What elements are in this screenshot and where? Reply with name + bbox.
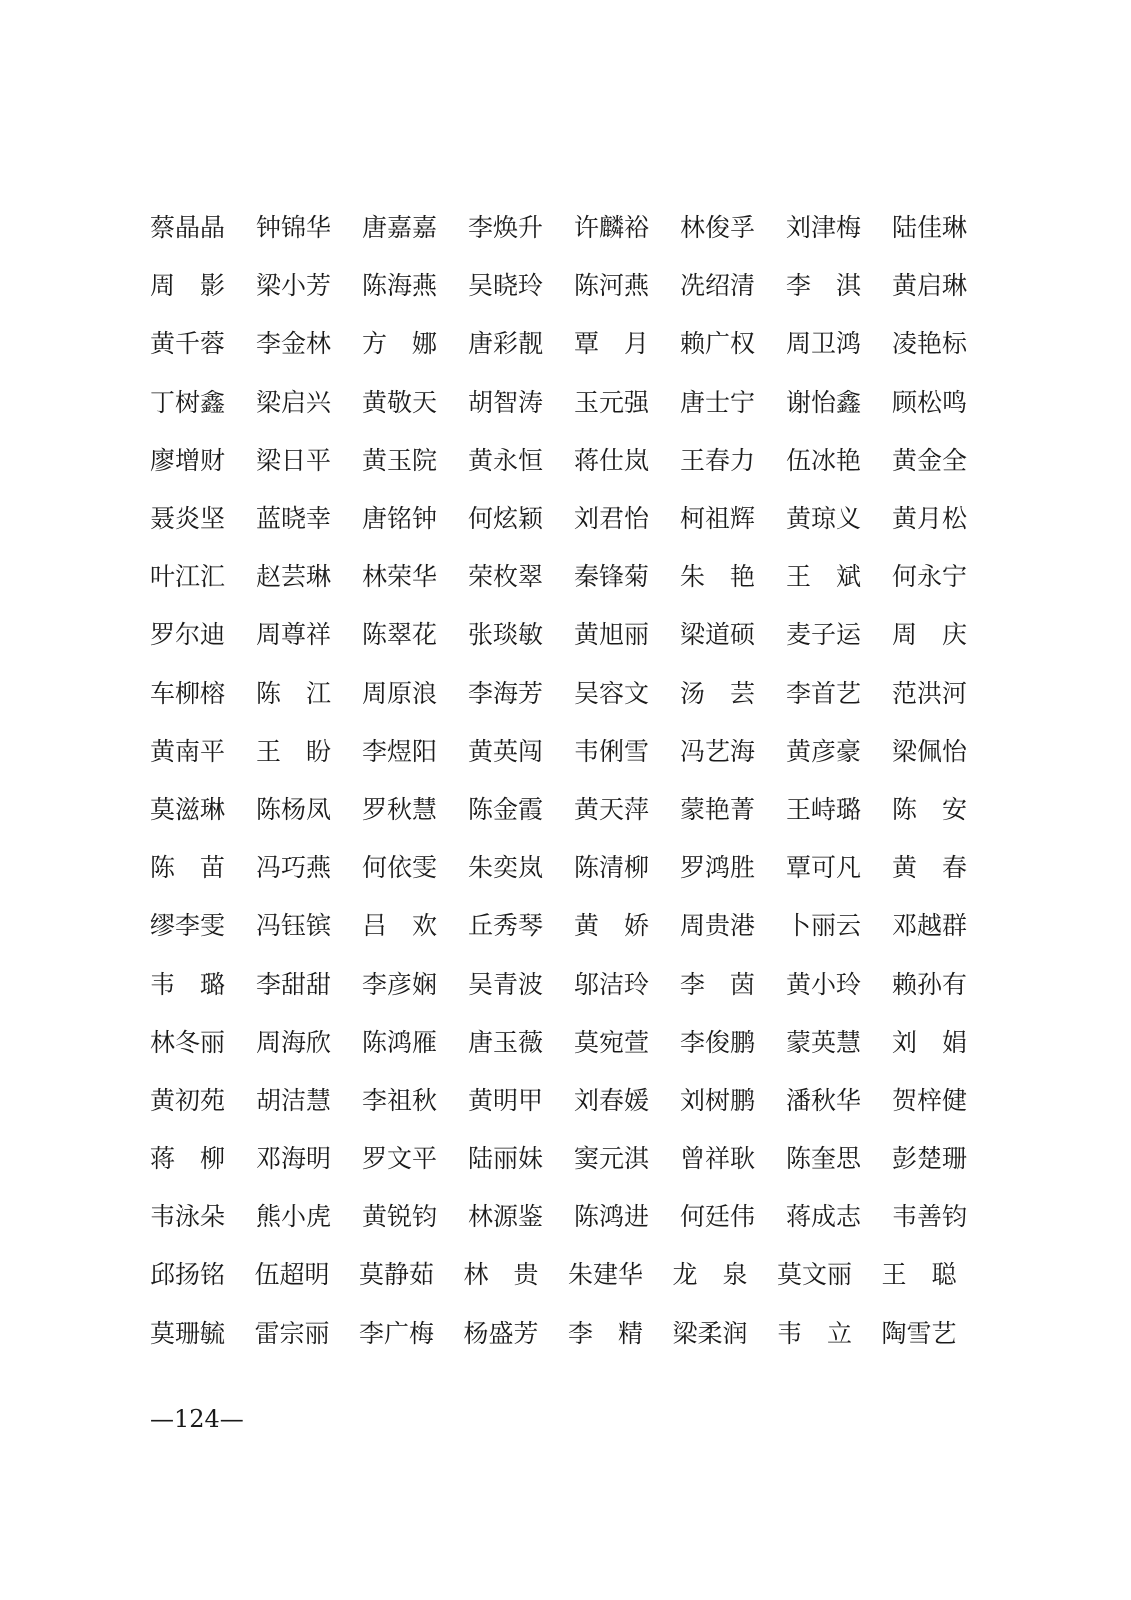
name-entry: 周海欣: [256, 1027, 332, 1057]
name-entry: 林冬丽: [150, 1027, 226, 1057]
name-entry: 陈金霞: [468, 794, 544, 824]
name-entry: 李甜甜: [256, 969, 332, 999]
name-entry: 唐玉薇: [468, 1027, 544, 1057]
name-entry: 韦泳朵: [150, 1202, 226, 1232]
name-entry: 陈海燕: [362, 271, 438, 301]
name-entry: 林荣华: [362, 562, 438, 592]
name-list: [150, 199, 980, 1363]
name-entry: 方 娜: [362, 329, 438, 359]
name-entry: 林俊孚: [680, 213, 756, 243]
name-entry: 陈翠花: [362, 620, 438, 650]
name-entry: 李焕升: [468, 213, 544, 243]
name-entry: 韦 璐: [150, 969, 226, 999]
name-entry: 冯钰镔: [256, 911, 332, 941]
name-entry: 陈鸿雁: [362, 1027, 438, 1057]
name-entry: 何依雯: [362, 853, 438, 883]
name-entry: 黄天萍: [574, 794, 650, 824]
name-entry: 梁启兴: [256, 387, 332, 417]
name-entry: 李彦娴: [362, 969, 438, 999]
name-entry: 冼绍清: [680, 271, 756, 301]
name-entry: 聂炎坚: [150, 504, 226, 534]
name-entry: 黄金全: [892, 445, 968, 475]
name-entry: 王春力: [680, 445, 756, 475]
name-entry: 胡智涛: [468, 387, 544, 417]
name-entry: 蓝晓幸: [256, 504, 332, 534]
name-entry: 陈 苗: [150, 853, 226, 883]
name-entry: 李海芳: [468, 678, 544, 708]
name-entry: 贺梓健: [892, 1085, 968, 1115]
name-entry: 刘树鹏: [680, 1085, 756, 1115]
name-entry: 王峙璐: [786, 794, 862, 824]
name-entry: 周 庆: [892, 620, 968, 650]
name-entry: 唐士宁: [680, 387, 756, 417]
name-row: [150, 374, 980, 432]
name-entry: 黄小玲: [786, 969, 862, 999]
name-entry: 钟锦华: [256, 213, 332, 243]
name-entry: 李 精: [568, 1318, 644, 1348]
name-entry: 蒙英慧: [786, 1027, 862, 1057]
name-entry: 李俊鹏: [680, 1027, 756, 1057]
name-entry: 唐嘉嘉: [362, 213, 438, 243]
name-entry: 林源鉴: [468, 1202, 544, 1232]
name-entry: 陆丽妹: [468, 1144, 544, 1174]
name-row: [150, 1246, 980, 1304]
name-entry: 梁佩怡: [892, 736, 968, 766]
name-entry: 周贵港: [680, 911, 756, 941]
name-entry: 王 斌: [786, 562, 862, 592]
name-entry: 冯巧燕: [256, 853, 332, 883]
name-entry: 黄 娇: [574, 911, 650, 941]
name-entry: 陆佳琳: [892, 213, 968, 243]
name-entry: 莫滋琳: [150, 794, 226, 824]
name-entry: 梁柔润: [672, 1318, 748, 1348]
name-entry: 唐彩靓: [468, 329, 544, 359]
name-row: [150, 490, 980, 548]
name-row: [150, 606, 980, 664]
name-entry: 顾松鸣: [892, 387, 968, 417]
name-row: [150, 1305, 980, 1363]
name-entry: 罗鸿胜: [680, 853, 756, 883]
name-entry: 丁树鑫: [150, 387, 226, 417]
name-entry: 伍超明: [254, 1260, 330, 1290]
name-entry: 李广梅: [359, 1318, 435, 1348]
name-entry: 何永宁: [892, 562, 968, 592]
name-row: [150, 839, 980, 897]
name-entry: 卜丽云: [786, 911, 862, 941]
name-entry: 雷宗丽: [254, 1318, 330, 1348]
page-number: —124—: [150, 1405, 244, 1433]
name-entry: 陈 安: [892, 794, 968, 824]
name-entry: 邱扬铭: [150, 1260, 226, 1290]
name-entry: 梁道硕: [680, 620, 756, 650]
name-entry: 胡洁慧: [256, 1085, 332, 1115]
name-entry: 覃可凡: [786, 853, 862, 883]
name-entry: 秦锋菊: [574, 562, 650, 592]
name-entry: 蔡晶晶: [150, 213, 226, 243]
name-entry: 邓越群: [892, 911, 968, 941]
name-entry: 梁小芳: [256, 271, 332, 301]
name-entry: 刘 娟: [892, 1027, 968, 1057]
name-entry: 韦俐雪: [574, 736, 650, 766]
name-entry: 陈鸿进: [574, 1202, 650, 1232]
name-row: [150, 1188, 980, 1246]
name-entry: 吴晓玲: [468, 271, 544, 301]
name-entry: 黄初苑: [150, 1085, 226, 1115]
name-entry: 朱奕岚: [468, 853, 544, 883]
name-entry: 周卫鸿: [786, 329, 862, 359]
name-entry: 陈杨凤: [256, 794, 332, 824]
name-entry: 邓海明: [256, 1144, 332, 1174]
name-row: [150, 199, 980, 257]
name-entry: 黄锐钧: [362, 1202, 438, 1232]
name-entry: 李祖秋: [362, 1085, 438, 1115]
name-entry: 黄琼义: [786, 504, 862, 534]
name-entry: 刘君怡: [574, 504, 650, 534]
name-entry: 罗秋慧: [362, 794, 438, 824]
name-row: [150, 257, 980, 315]
name-entry: 李 茵: [680, 969, 756, 999]
name-entry: 李首艺: [786, 678, 862, 708]
name-entry: 吴青波: [468, 969, 544, 999]
name-entry: 黄彦豪: [786, 736, 862, 766]
name-entry: 罗文平: [362, 1144, 438, 1174]
name-entry: 冯艺海: [680, 736, 756, 766]
name-entry: 朱 艳: [680, 562, 756, 592]
name-entry: 黄永恒: [468, 445, 544, 475]
name-entry: 谢怡鑫: [786, 387, 862, 417]
name-entry: 汤 芸: [680, 678, 756, 708]
name-entry: 缪李雯: [150, 911, 226, 941]
name-entry: 凌艳标: [892, 329, 968, 359]
name-row: [150, 1072, 980, 1130]
name-entry: 覃 月: [574, 329, 650, 359]
name-entry: 范洪河: [892, 678, 968, 708]
name-entry: 赖孙有: [892, 969, 968, 999]
name-row: [150, 665, 980, 723]
name-row: [150, 723, 980, 781]
name-entry: 张琰敏: [468, 620, 544, 650]
name-entry: 杨盛芳: [463, 1318, 539, 1348]
name-entry: 许麟裕: [574, 213, 650, 243]
name-entry: 吕 欢: [362, 911, 438, 941]
name-entry: 刘津梅: [786, 213, 862, 243]
name-row: [150, 781, 980, 839]
name-entry: 莫文丽: [777, 1260, 853, 1290]
name-entry: 唐铭钟: [362, 504, 438, 534]
name-entry: 柯祖辉: [680, 504, 756, 534]
name-entry: 曾祥耿: [680, 1144, 756, 1174]
name-row: [150, 315, 980, 373]
name-entry: 蒙艳菁: [680, 794, 756, 824]
name-entry: 李 淇: [786, 271, 862, 301]
name-row: [150, 897, 980, 955]
name-entry: 潘秋华: [786, 1085, 862, 1115]
name-entry: 韦 立: [777, 1318, 853, 1348]
name-entry: 陈清柳: [574, 853, 650, 883]
name-entry: 伍冰艳: [786, 445, 862, 475]
name-entry: 吴容文: [574, 678, 650, 708]
name-entry: 黄启琳: [892, 271, 968, 301]
name-entry: 黄月松: [892, 504, 968, 534]
name-entry: 韦善钧: [892, 1202, 968, 1232]
name-entry: 陈奎思: [786, 1144, 862, 1174]
name-row: [150, 548, 980, 606]
name-entry: 朱建华: [568, 1260, 644, 1290]
name-entry: 梁日平: [256, 445, 332, 475]
name-entry: 陈 江: [256, 678, 332, 708]
name-entry: 何廷伟: [680, 1202, 756, 1232]
name-entry: 窦元淇: [574, 1144, 650, 1174]
name-entry: 廖增财: [150, 445, 226, 475]
name-entry: 陶雪艺: [881, 1318, 957, 1348]
name-entry: 黄南平: [150, 736, 226, 766]
name-entry: 麦子运: [786, 620, 862, 650]
name-entry: 赵芸琳: [256, 562, 332, 592]
name-entry: 丘秀琴: [468, 911, 544, 941]
name-entry: 熊小虎: [256, 1202, 332, 1232]
name-entry: 车柳榕: [150, 678, 226, 708]
name-entry: 龙 泉: [672, 1260, 748, 1290]
name-entry: 荣枚翠: [468, 562, 544, 592]
name-entry: 何炫颖: [468, 504, 544, 534]
name-entry: 黄玉院: [362, 445, 438, 475]
name-row: [150, 432, 980, 490]
name-entry: 黄英闯: [468, 736, 544, 766]
name-row: [150, 1130, 980, 1188]
name-entry: 黄明甲: [468, 1085, 544, 1115]
name-entry: 黄千蓉: [150, 329, 226, 359]
name-entry: 邬洁玲: [574, 969, 650, 999]
name-entry: 罗尔迪: [150, 620, 226, 650]
name-entry: 黄敬天: [362, 387, 438, 417]
name-entry: 李煜阳: [362, 736, 438, 766]
name-entry: 莫宛萱: [574, 1027, 650, 1057]
name-entry: 蒋 柳: [150, 1144, 226, 1174]
name-entry: 刘春媛: [574, 1085, 650, 1115]
name-entry: 黄 春: [892, 853, 968, 883]
name-entry: 蒋成志: [786, 1202, 862, 1232]
name-entry: 黄旭丽: [574, 620, 650, 650]
name-entry: 王 聪: [881, 1260, 957, 1290]
name-entry: 叶江汇: [150, 562, 226, 592]
name-entry: 林 贵: [463, 1260, 539, 1290]
name-row: [150, 1014, 980, 1072]
name-row: [150, 955, 980, 1013]
name-entry: 王 盼: [256, 736, 332, 766]
name-entry: 蒋仕岚: [574, 445, 650, 475]
name-entry: 赖广权: [680, 329, 756, 359]
name-entry: 莫珊毓: [150, 1318, 226, 1348]
name-entry: 玉元强: [574, 387, 650, 417]
name-entry: 周尊祥: [256, 620, 332, 650]
name-entry: 莫静茹: [359, 1260, 435, 1290]
name-entry: 彭楚珊: [892, 1144, 968, 1174]
name-entry: 周原浪: [362, 678, 438, 708]
name-entry: 周 影: [150, 271, 226, 301]
name-entry: 陈河燕: [574, 271, 650, 301]
name-entry: 李金林: [256, 329, 332, 359]
